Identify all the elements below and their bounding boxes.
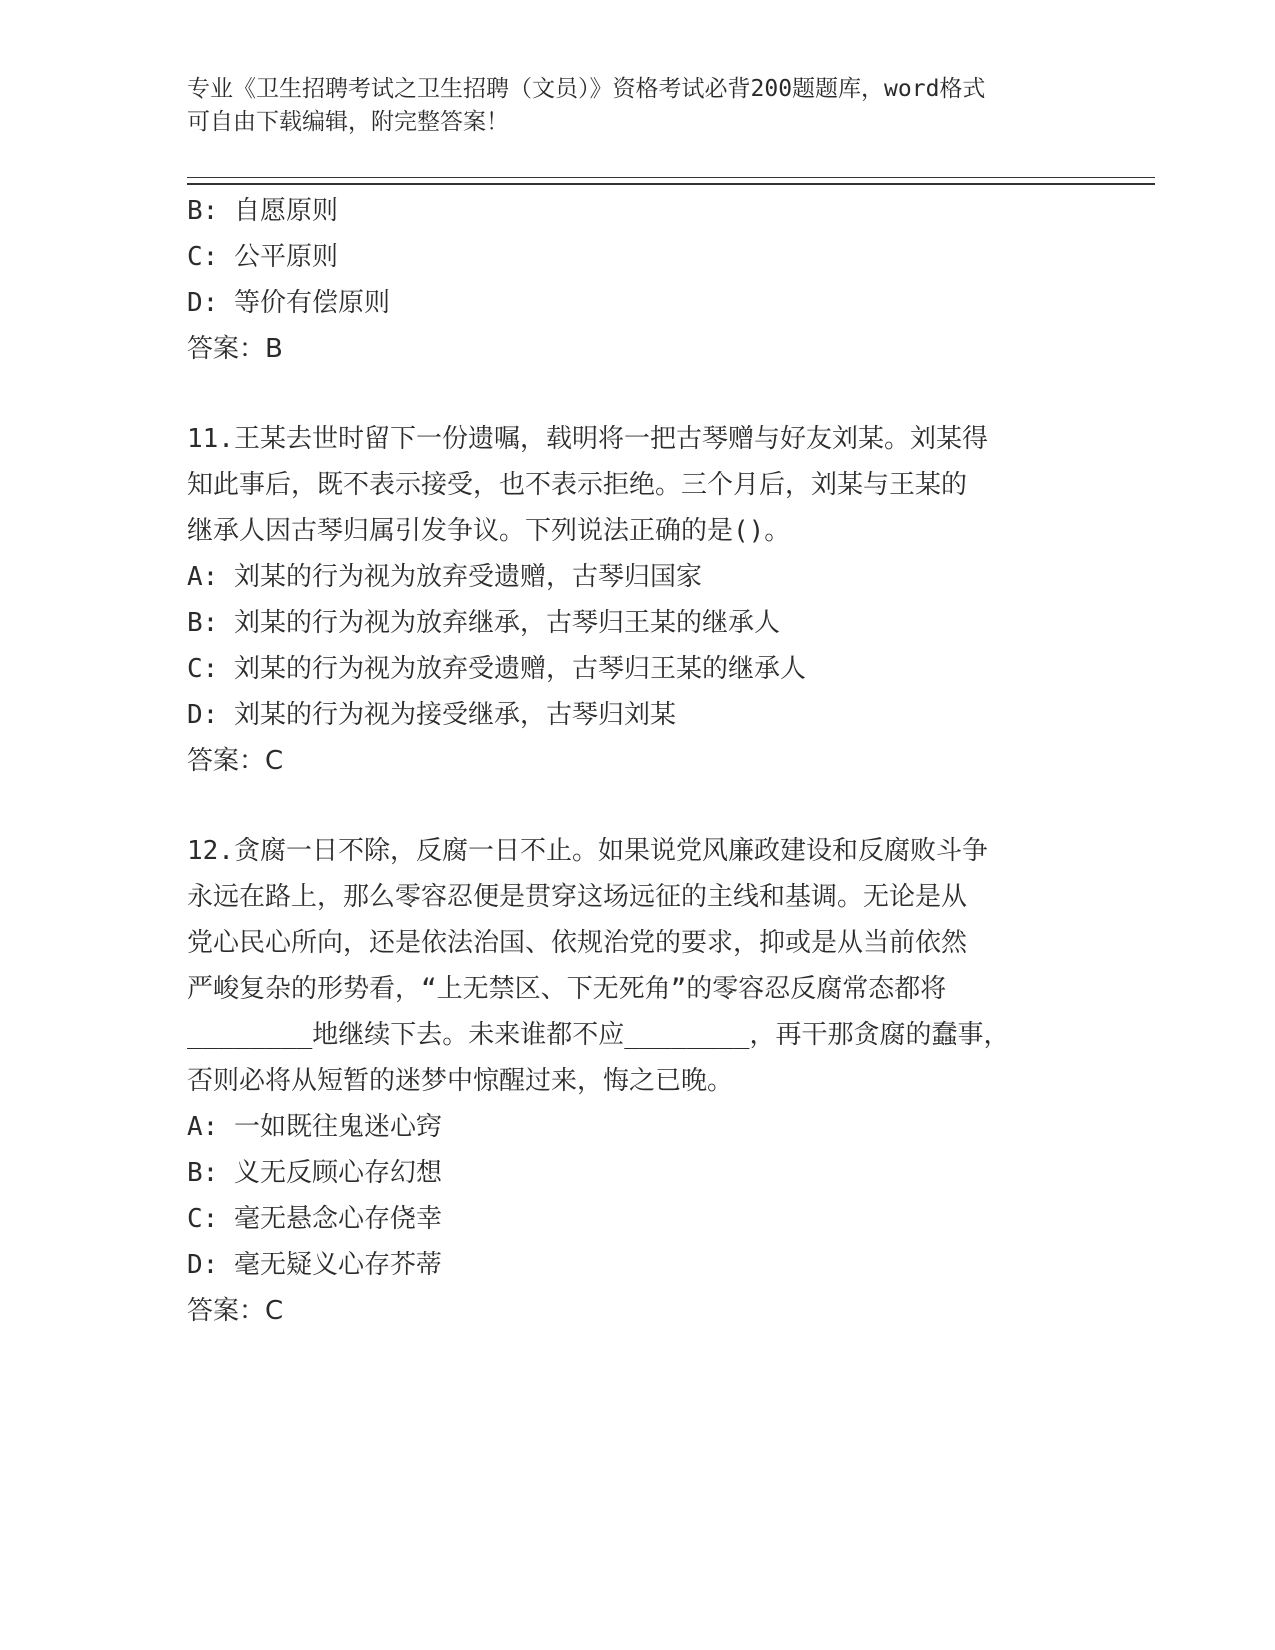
option-d: D: 毫无疑义心存芥蒂: [187, 1250, 442, 1280]
question-10: [187, 188, 1087, 372]
option-b: B: 自愿原则: [187, 196, 338, 226]
option-d: D: 等价有偿原则: [187, 288, 390, 318]
option-b: B: 刘某的行为视为放弃继承，古琴归王某的继承人: [187, 608, 780, 638]
header-line-1: 专业《卫生招聘考试之卫生招聘（文员）》资格考试必背200题题库，word格式: [187, 76, 986, 102]
header-divider-thin: [187, 177, 1155, 178]
answer: 答案：B: [187, 334, 283, 364]
question-stem-line: 严峻复杂的形势看，“上无禁区、下无死角”的零容忍反腐常态都将: [187, 974, 947, 1004]
question-stem-line: 继承人因古琴归属引发争议。下列说法正确的是()。: [187, 516, 791, 546]
header-line-2: 可自由下载编辑，附完整答案！: [187, 109, 509, 135]
answer: 答案：C: [187, 1296, 284, 1326]
question-12: [187, 828, 1087, 1334]
document-header: [187, 73, 1067, 139]
question-stem-line: 知此事后，既不表示接受，也不表示拒绝。三个月后，刘某与王某的: [187, 470, 968, 500]
question-stem-line: 党心民心所向，还是依法治国、依规治党的要求，抑或是从当前依然: [187, 928, 968, 958]
question-stem-line: 11.王某去世时留下一份遗嘱，载明将一把古琴赠与好友刘某。刘某得: [187, 424, 988, 454]
option-d: D: 刘某的行为视为接受继承，古琴归刘某: [187, 700, 676, 730]
answer: 答案：C: [187, 746, 284, 776]
option-b: B: 义无反顾心存幻想: [187, 1158, 442, 1188]
option-a: A: 一如既往鬼迷心窍: [187, 1112, 442, 1142]
option-c: C: 毫无悬念心存侥幸: [187, 1204, 442, 1234]
question-stem-line: 否则必将从短暂的迷梦中惊醒过来，悔之已晚。: [187, 1066, 734, 1096]
option-c: C: 刘某的行为视为放弃受遗赠，古琴归王某的继承人: [187, 654, 806, 684]
question-stem-line: 永远在路上，那么零容忍便是贯穿这场远征的主线和基调。无论是从: [187, 882, 968, 912]
header-divider-thick: [187, 183, 1155, 185]
question-content: [187, 188, 1087, 1334]
question-11: [187, 416, 1087, 784]
option-c: C: 公平原则: [187, 242, 338, 272]
question-stem-line: 12.贪腐一日不除，反腐一日不止。如果说党风廉政建设和反腐败斗争: [187, 836, 988, 866]
option-a: A: 刘某的行为视为放弃受遗赠，古琴归国家: [187, 562, 702, 592]
question-stem-line: ________地继续下去。未来谁都不应________，再干那贪腐的蠢事，: [187, 1020, 1010, 1050]
